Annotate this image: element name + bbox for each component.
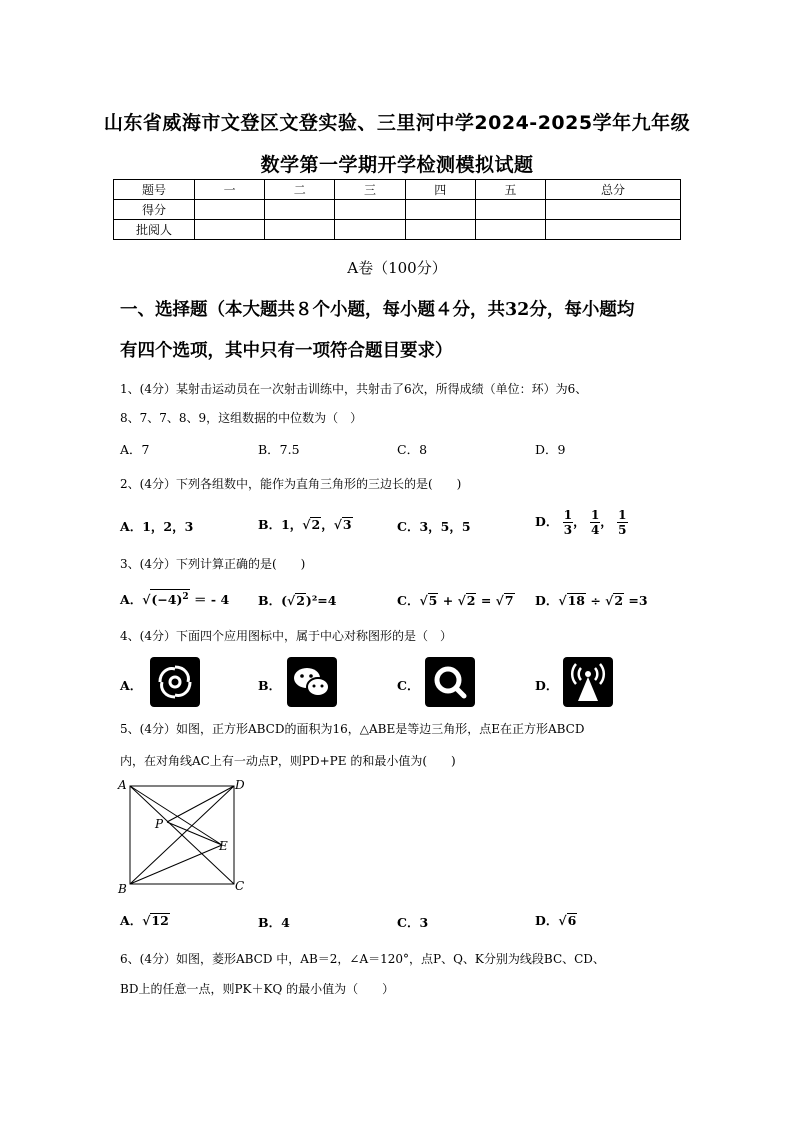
q2-option-b: B．1，√2，√3 xyxy=(258,517,352,532)
q5-stem-line-1: 5、(4分）如图，正方形ABCD的面积为16，△ABE是等边三角形，点E在正方形ABCD xyxy=(120,722,585,736)
section-heading-line-2: 有四个选项，其中只有一项符合题目要求） xyxy=(120,341,453,361)
q1-option-a: A．7 xyxy=(120,442,150,457)
q3-option-c: C．√5 + √2 = √7 xyxy=(397,593,514,608)
table-cell xyxy=(475,220,545,240)
signal-tower-icon xyxy=(563,657,613,707)
q2-d-prefix: D． xyxy=(535,514,559,529)
q2-stem: 2、(4分）下列各组数中，能作为直角三角形的三边长的是( ) xyxy=(120,477,462,491)
q4-label-a: A． xyxy=(120,678,143,693)
title-line-2: 数学第一学期开学检测模拟试题 xyxy=(260,154,534,176)
table-cell: 三 xyxy=(335,180,405,200)
section-heading-line-1: 一、选择题（本大题共８个小题，每小题４分，共32分，每小题均 xyxy=(120,300,635,320)
title-line-1: 山东省威海市文登区文登实验、三里河中学2024-2025学年九年级 xyxy=(103,112,691,134)
table-cell xyxy=(405,200,475,220)
table-row xyxy=(114,220,681,240)
q5-option-d: D．√6 xyxy=(535,913,577,928)
q3-option-a: A．$√(-4)^2$ ＝ - 4 xyxy=(120,589,229,608)
table-cell: 二 xyxy=(265,180,335,200)
q3-option-d: D．√18 ÷ √2 =3 xyxy=(535,593,648,608)
table-cell xyxy=(475,200,545,220)
q3-option-b: B．(√2)²=4 xyxy=(258,593,337,608)
table-cell xyxy=(265,200,335,220)
q6-stem-line-1: 6、(4分）如图，菱形ABCD 中，AB＝2，∠A＝120°，点P、Q、K分别为线段BC、CD、 xyxy=(120,952,605,966)
table-cell: 得分 xyxy=(114,200,195,220)
table-cell xyxy=(195,220,265,240)
point-label-p: P xyxy=(155,817,164,831)
table-cell xyxy=(546,220,681,240)
q2-b-radicand-1: 2 xyxy=(311,517,321,532)
point-label-b: B xyxy=(118,882,127,896)
point-label-a: A xyxy=(118,778,127,792)
table-row xyxy=(114,180,681,200)
table-row xyxy=(114,200,681,220)
point-label-c: C xyxy=(235,879,245,893)
table-cell: 四 xyxy=(405,180,475,200)
table-cell xyxy=(195,200,265,220)
q1-option-c: C．8 xyxy=(397,442,428,457)
table-cell: 题号 xyxy=(114,180,195,200)
q4-label-b: B． xyxy=(258,678,282,693)
q1-option-d: D．9 xyxy=(535,442,566,457)
q2-b-prefix: B．1， xyxy=(258,517,303,532)
table-cell xyxy=(546,200,681,220)
q5-option-a: A．√12 xyxy=(120,913,169,928)
q1-option-b: B．7.5 xyxy=(258,442,300,457)
point-label-d: D xyxy=(235,778,245,792)
fraction: $\frac{1}{3}$ xyxy=(563,508,573,537)
swirl-icon xyxy=(150,657,200,707)
q3-stem: 3、(4分）下列计算正确的是( ) xyxy=(120,557,306,571)
q3-a-radicand: $(-4)^2$ xyxy=(150,589,189,607)
q2-b-sep: ， xyxy=(321,517,334,532)
q4-stem: 4、(4分）下面四个应用图标中，属于中心对称图形的是（ ） xyxy=(120,629,452,643)
q2-option-d: D． $\frac{1}{3}$ ， $\frac{1}{4}$ ， $\frac{1}{5}$ xyxy=(535,508,627,537)
q2-option-a: A．1，2，3 xyxy=(120,519,194,534)
table-cell xyxy=(335,200,405,220)
q2-b-radicand-2: 3 xyxy=(342,517,352,532)
volume-label: A卷（100分） xyxy=(347,259,447,277)
q1-stem-line-1: 1、(4分）某射击运动员在一次射击训练中，共射击了6次，所得成绩（单位：环）为6、 xyxy=(120,382,588,396)
q2-option-c: C．3，5，5 xyxy=(397,519,471,534)
table-cell xyxy=(405,220,475,240)
table-cell: 批阅人 xyxy=(114,220,195,240)
q1-stem-line-2: 8、7、7、8、9，这组数据的中位数为（ ） xyxy=(120,411,363,425)
score-table xyxy=(113,179,681,240)
point-label-e: E xyxy=(219,839,228,853)
q5-option-c: C．3 xyxy=(397,915,429,930)
fraction: $\frac{1}{5}$ xyxy=(618,508,627,537)
fraction: $\frac{1}{4}$ xyxy=(590,508,600,537)
table-cell xyxy=(335,220,405,240)
search-icon xyxy=(425,657,475,707)
table-cell: 五 xyxy=(475,180,545,200)
q4-label-c: C． xyxy=(397,678,420,693)
square-figure xyxy=(115,775,255,897)
wechat-icon xyxy=(287,657,337,707)
table-cell: 总分 xyxy=(546,180,681,200)
q5-stem-line-2: 内，在对角线AC上有一动点P，则PD+PE 的和最小值为( ) xyxy=(120,754,456,768)
q5-option-b: B．4 xyxy=(258,915,290,930)
table-cell: 一 xyxy=(195,180,265,200)
q4-label-d: D． xyxy=(535,678,559,693)
table-cell xyxy=(265,220,335,240)
q6-stem-line-2: BD上的任意一点，则PK＋KQ 的最小值为（ ） xyxy=(120,982,395,996)
